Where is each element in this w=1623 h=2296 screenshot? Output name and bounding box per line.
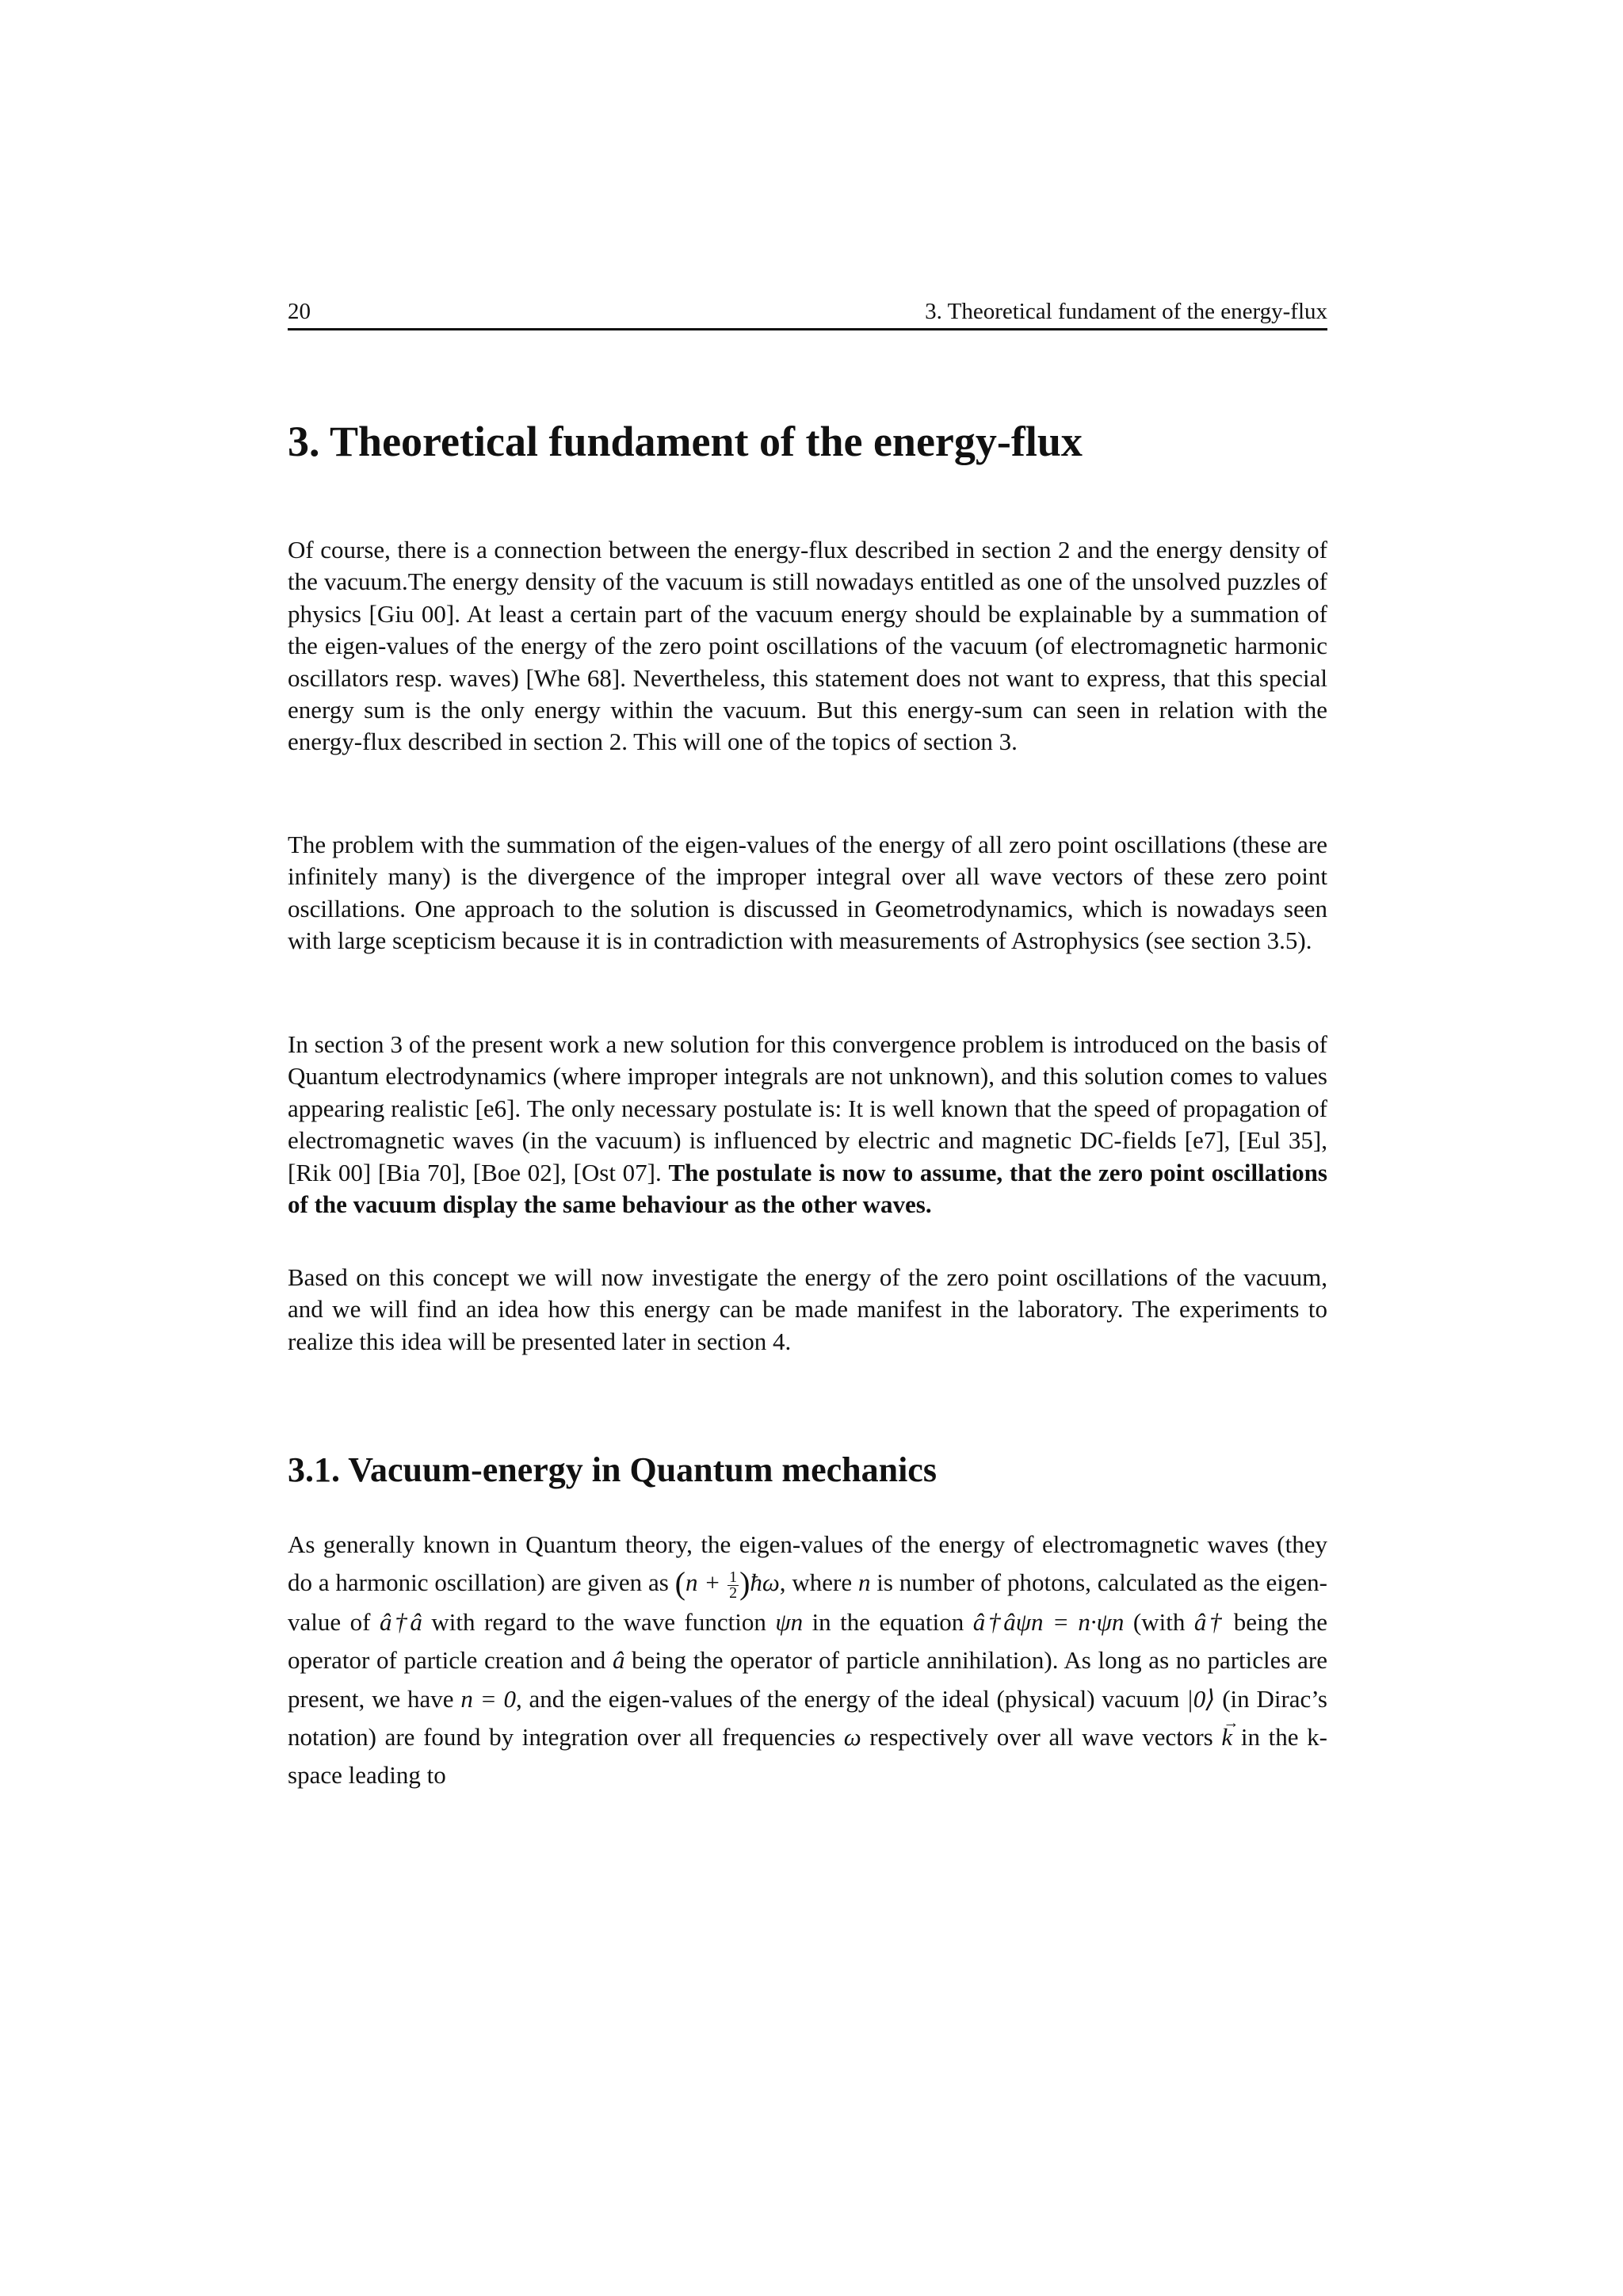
symbol-psi-n: ψn (775, 1607, 804, 1636)
text-run: in the k-space leading to (288, 1723, 1327, 1790)
symbol-annihilation-operator: â (612, 1646, 625, 1675)
text-run: (with (1124, 1607, 1194, 1636)
text-run: with regard to the wave function (422, 1607, 776, 1636)
postulate-bold: The postulate is now to assume, that the zero point oscillations of the vacuum display the same behaviour as the other waves. (288, 1158, 1327, 1219)
formula-hbar-omega: ħω (750, 1568, 780, 1597)
text-run: in the equation (803, 1607, 973, 1636)
text-run: respectively over all wave vectors (861, 1723, 1222, 1752)
running-header (288, 296, 1327, 330)
symbol-n: n (857, 1568, 871, 1597)
paragraph-problem: The problem with the summation of the eigen-values of the energy of all zero point oscillations (these are infinitely many) is the divergence of the improper integral over all wave vectors of these zero point oscillations. One approach to the solution is discussed in Geometrodynamics, which is nowadays seen with large scepticism because it is in contradiction with measurements of Astrophysics (see section 3.5). (288, 831, 1327, 955)
text-run: (in Dirac’s notation) are found by integration over all frequencies (288, 1684, 1327, 1752)
paragraph-quantum (288, 1526, 1327, 1795)
paragraph-intro: Of course, there is a connection between the energy-flux described in section 2 and the energy density of the vacuum.The energy density of the vacuum is still nowadays entitled as one of the unsolved puzzles of physics [Giu 00]. At least a certain part of the vacuum energy should be explainable by a summation of the eigen-values of the energy of the zero point oscillations of the vacuum (of electromagnetic harmonic oscillators resp. waves) [Whe 68]. Nevertheless, this statement does not want to express, that this special energy sum is the only energy within the vacuum. But this energy-sum can seen in relation with the energy-flux described in section 2. This will one of the topics of section 3. (288, 536, 1327, 756)
symbol-n-zero: n = 0 (460, 1684, 516, 1713)
running-title: 3. Theoretical fundament of the energy-flux (925, 299, 1327, 324)
symbol-omega: ω (843, 1723, 861, 1752)
symbol-vacuum-ket: |0⟩ (1186, 1684, 1216, 1713)
text-run: , and the eigen-values of the energy of the ideal (physical) vacuum (515, 1684, 1187, 1713)
section-title: 3.1. Vacuum-energy in Quantum mechanics (288, 1450, 937, 1489)
paragraph-concept: Based on this concept we will now investigate the energy of the zero point oscillations of the vacuum, and we will find an idea how this energy can be made manifest in the laboratory. The experiments to realize this idea will be presented later in section 4. (288, 1263, 1327, 1355)
text-run: is number of photons, calculated as the eigen-value of (288, 1568, 1327, 1636)
formula-n-plus: n + (685, 1568, 727, 1597)
eigen-equation: â†âψn = n·ψn (972, 1607, 1125, 1636)
symbol-creation-operator: â† (1193, 1607, 1225, 1636)
symbol-number-operator: â†â (379, 1607, 422, 1636)
symbol-wave-vector: → k (1221, 1718, 1232, 1756)
fraction-numerator: 1 (729, 1568, 738, 1586)
document-page (288, 0, 1327, 2296)
text-run: As generally known in Quantum theory, the eigen-values of the energy of electromagnetic waves (they do a harmonic oscillation) are given as (288, 1530, 1327, 1597)
text-run: , where (779, 1568, 858, 1597)
chapter-title: 3. Theoretical fundament of the energy-flux (288, 418, 1083, 465)
energy-formula: (n + $\frac{1}{2}$ )ħω (674, 1565, 780, 1602)
fraction-half (727, 1570, 739, 1601)
page-number: 20 (288, 299, 311, 324)
fraction-denominator: 2 (729, 1584, 738, 1602)
text-run: being the operator of particle creation and (288, 1607, 1328, 1675)
text-run: being the operator of particle annihilation). As long as no particles are present, we have (288, 1646, 1327, 1713)
postulate-text: In section 3 of the present work a new solution for this convergence problem is introduced on the basis of Quantum electrodynamics (where improper integrals are not unknown), and this solution comes to values appearing realistic [e6]. The only necessary postulate is: It is well known that the speed of propagation of electromagnetic waves (in the vacuum) is influenced by electric and magnetic DC-fields [e7], [Eul 35], [Rik 00] [Bia 70], [Boe 02], [Ost 07]. (288, 1030, 1327, 1186)
paragraph-postulate (288, 1029, 1327, 1221)
